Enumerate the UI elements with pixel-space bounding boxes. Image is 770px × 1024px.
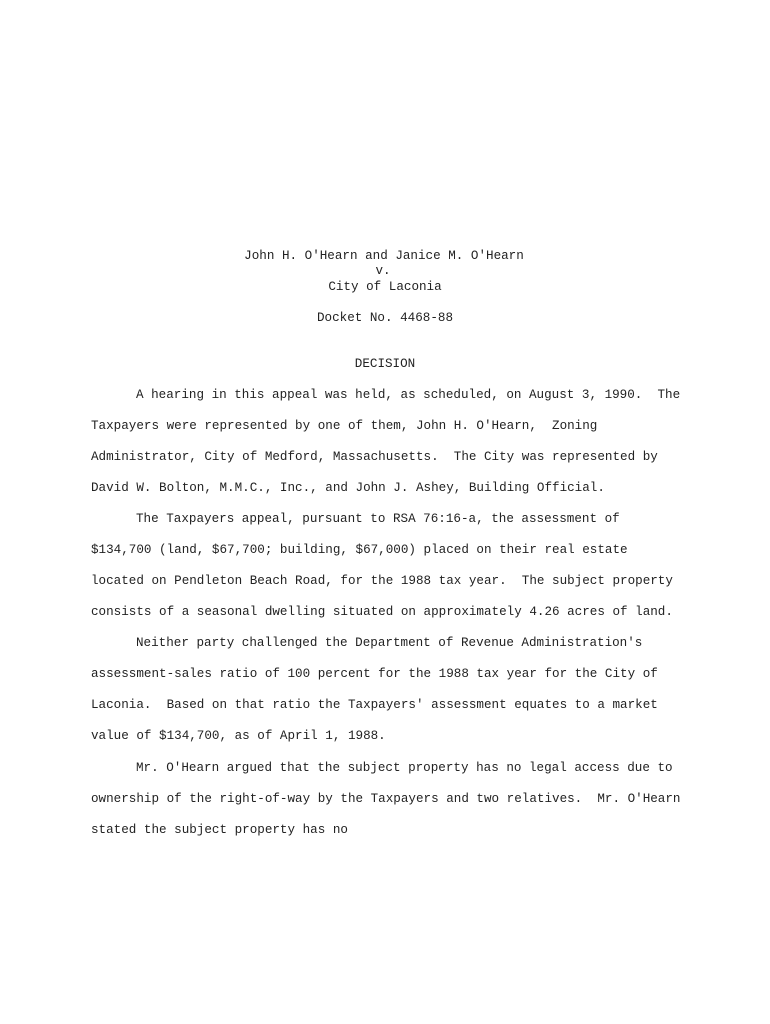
paragraph-line: stated the subject property has no (91, 823, 348, 837)
paragraph-line: The Taxpayers appeal, pursuant to RSA 76:16-a, the assessment of (136, 512, 620, 526)
paragraph-line: ownership of the right-of-way by the Taxpayers and two relatives. Mr. O'Hearn (91, 792, 681, 806)
respondent-line: City of Laconia (328, 280, 442, 294)
paragraph-line: located on Pendleton Beach Road, for the 1988 tax year. The subject property (91, 574, 673, 588)
paragraph-line: Administrator, City of Medford, Massachusetts. The City was represented by (91, 450, 658, 464)
paragraph-line: assessment-sales ratio of 100 percent for the 1988 tax year for the City of (91, 667, 658, 681)
paragraph-line: Laconia. Based on that ratio the Taxpayers' assessment equates to a market (91, 698, 658, 712)
paragraph-line: $134,700 (land, $67,700; building, $67,000) placed on their real estate (91, 543, 628, 557)
decision-heading: DECISION (354, 357, 416, 371)
paragraph-line: Mr. O'Hearn argued that the subject property has no legal access due to (136, 761, 673, 775)
paragraph-line: consists of a seasonal dwelling situated on approximately 4.26 acres of land. (91, 605, 673, 619)
paragraph-line: Taxpayers were represented by one of them, John H. O'Hearn, Zoning (91, 419, 598, 433)
paragraph-line: Neither party challenged the Department of Revenue Administration's (136, 636, 643, 650)
parties-line: John H. O'Hearn and Janice M. O'Hearn (244, 249, 524, 263)
paragraph-line: A hearing in this appeal was held, as scheduled, on August 3, 1990. The (136, 388, 681, 402)
paragraph-line: value of $134,700, as of April 1, 1988. (91, 729, 386, 743)
docket-number: Docket No. 4468-88 (316, 311, 454, 325)
paragraph-line: David W. Bolton, M.M.C., Inc., and John J. Ashey, Building Official. (91, 481, 605, 495)
versus-line: v. (375, 264, 391, 278)
